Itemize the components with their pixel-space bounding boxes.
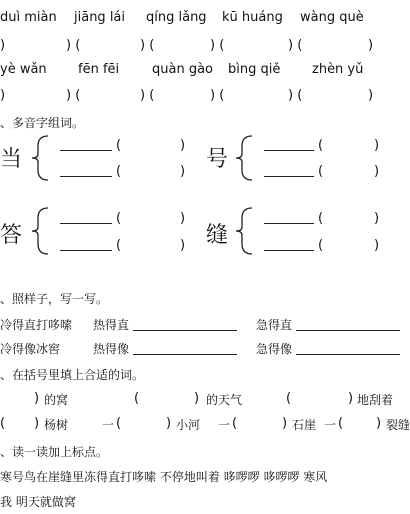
polyphone-char: 缝 xyxy=(206,223,229,248)
paren-close: ) xyxy=(180,164,186,179)
pinyin-7: fēn fēi xyxy=(78,62,120,77)
answer-blank[interactable] xyxy=(133,330,237,331)
paren-close: ) xyxy=(34,416,40,431)
paren-open: ( xyxy=(232,416,238,431)
polyphone-char: 答 xyxy=(0,223,23,248)
paren-pair: ) ( xyxy=(66,38,81,53)
fill-word: 的天气 xyxy=(206,393,243,407)
paren-open: ( xyxy=(116,238,122,253)
paren-close: ) xyxy=(374,138,380,153)
answer-blank[interactable] xyxy=(264,150,314,151)
answer-blank[interactable] xyxy=(60,250,112,251)
example-text: 冷得像冰窖 xyxy=(0,342,61,356)
paren-open: ( xyxy=(116,211,122,226)
paren-pair: ) ( xyxy=(210,38,225,53)
brace-icon xyxy=(30,134,52,182)
answer-blank[interactable] xyxy=(60,223,112,224)
paren-open: ( xyxy=(116,416,122,431)
polyphone-char: 号 xyxy=(206,147,229,172)
paren-close: ) xyxy=(374,164,380,179)
paren-close: ) xyxy=(374,211,380,226)
paren-pair: ) ( xyxy=(140,88,155,103)
section-2-title: 、多音字组词。 xyxy=(0,116,85,130)
answer-blank[interactable] xyxy=(296,354,400,355)
paren-open: ( xyxy=(116,164,122,179)
answer-blank[interactable] xyxy=(264,176,314,177)
paren-close: ) xyxy=(376,416,382,431)
pinyin-6: yè wǎn xyxy=(0,62,47,77)
paren-close: ) xyxy=(180,138,186,153)
brace-icon xyxy=(234,134,256,182)
fill-word: 杨树 xyxy=(44,418,69,432)
pinyin-4: kū huáng xyxy=(222,10,283,25)
polyphone-char: 当 xyxy=(0,147,23,172)
paren-open: ( xyxy=(318,211,324,226)
paren-pair: ) ( xyxy=(288,88,303,103)
answer-blank[interactable] xyxy=(264,250,314,251)
example-text: 冷得直打哆嗦 xyxy=(0,318,73,332)
prompt-text: 热得直 xyxy=(93,318,130,332)
brace-icon xyxy=(234,206,256,256)
paren-open: ( xyxy=(286,391,292,406)
section-4-title: 、在括号里填上合适的词。 xyxy=(0,368,145,382)
paren-close: ) xyxy=(0,88,6,103)
pinyin-10: zhèn yǔ xyxy=(312,62,364,77)
answer-blank[interactable] xyxy=(264,223,314,224)
fill-word: 一 xyxy=(218,418,231,432)
paren-close: ) xyxy=(180,238,186,253)
answer-blank[interactable] xyxy=(60,150,112,151)
paren-open: ( xyxy=(318,164,324,179)
fill-word: 一 xyxy=(102,418,115,432)
paren-close: ) xyxy=(282,416,288,431)
paren-close: ) xyxy=(348,391,354,406)
paren-close: ) xyxy=(374,238,380,253)
paren-pair: ) ( xyxy=(288,38,303,53)
paren-pair: ) ( xyxy=(66,88,81,103)
pinyin-2: jiāng lái xyxy=(74,10,126,25)
fill-word: 小河 xyxy=(176,418,201,432)
fill-word: 裂缝 xyxy=(386,418,410,432)
paren-open: ( xyxy=(0,416,6,431)
reading-line-1: 寒号鸟在崖缝里冻得直打哆嗦 不停地叫着 哆啰啰 哆啰啰 寒风 xyxy=(0,470,328,484)
reading-line-2: 我 明天就做窝 xyxy=(0,495,76,509)
prompt-text: 急得像 xyxy=(256,342,293,356)
pinyin-8: quàn gào xyxy=(152,62,214,77)
pinyin-5: wàng què xyxy=(300,10,364,25)
paren-open: ( xyxy=(318,238,324,253)
paren-open: ( xyxy=(318,138,324,153)
fill-word: 地刮着 xyxy=(357,393,394,407)
answer-blank[interactable] xyxy=(60,176,112,177)
prompt-text: 热得像 xyxy=(93,342,130,356)
brace-icon xyxy=(30,206,52,256)
paren-close: ) xyxy=(0,38,6,53)
paren-close: ) xyxy=(180,211,186,226)
paren-close: ) xyxy=(34,391,40,406)
paren-open: ( xyxy=(116,138,122,153)
paren-open: ( xyxy=(338,416,344,431)
section-3-title: 、照样子，写一写。 xyxy=(0,292,109,306)
fill-word: 的窝 xyxy=(44,393,69,407)
answer-blank[interactable] xyxy=(133,354,237,355)
paren-open: ( xyxy=(134,391,140,406)
paren-close: ) xyxy=(368,88,374,103)
paren-pair: ) ( xyxy=(210,88,225,103)
paren-pair: ) ( xyxy=(140,38,155,53)
prompt-text: 急得直 xyxy=(256,318,293,332)
section-5-title: 、读一读加上标点。 xyxy=(0,445,109,459)
fill-word: 一 xyxy=(324,418,337,432)
pinyin-9: bìng qiě xyxy=(228,62,281,77)
paren-close: ) xyxy=(166,416,172,431)
answer-blank[interactable] xyxy=(296,330,400,331)
paren-close: ) xyxy=(368,38,374,53)
paren-close: ) xyxy=(194,391,200,406)
fill-word: 石崖 xyxy=(292,418,317,432)
pinyin-1: duì miàn xyxy=(0,10,57,25)
pinyin-3: qíng lǎng xyxy=(146,10,207,25)
